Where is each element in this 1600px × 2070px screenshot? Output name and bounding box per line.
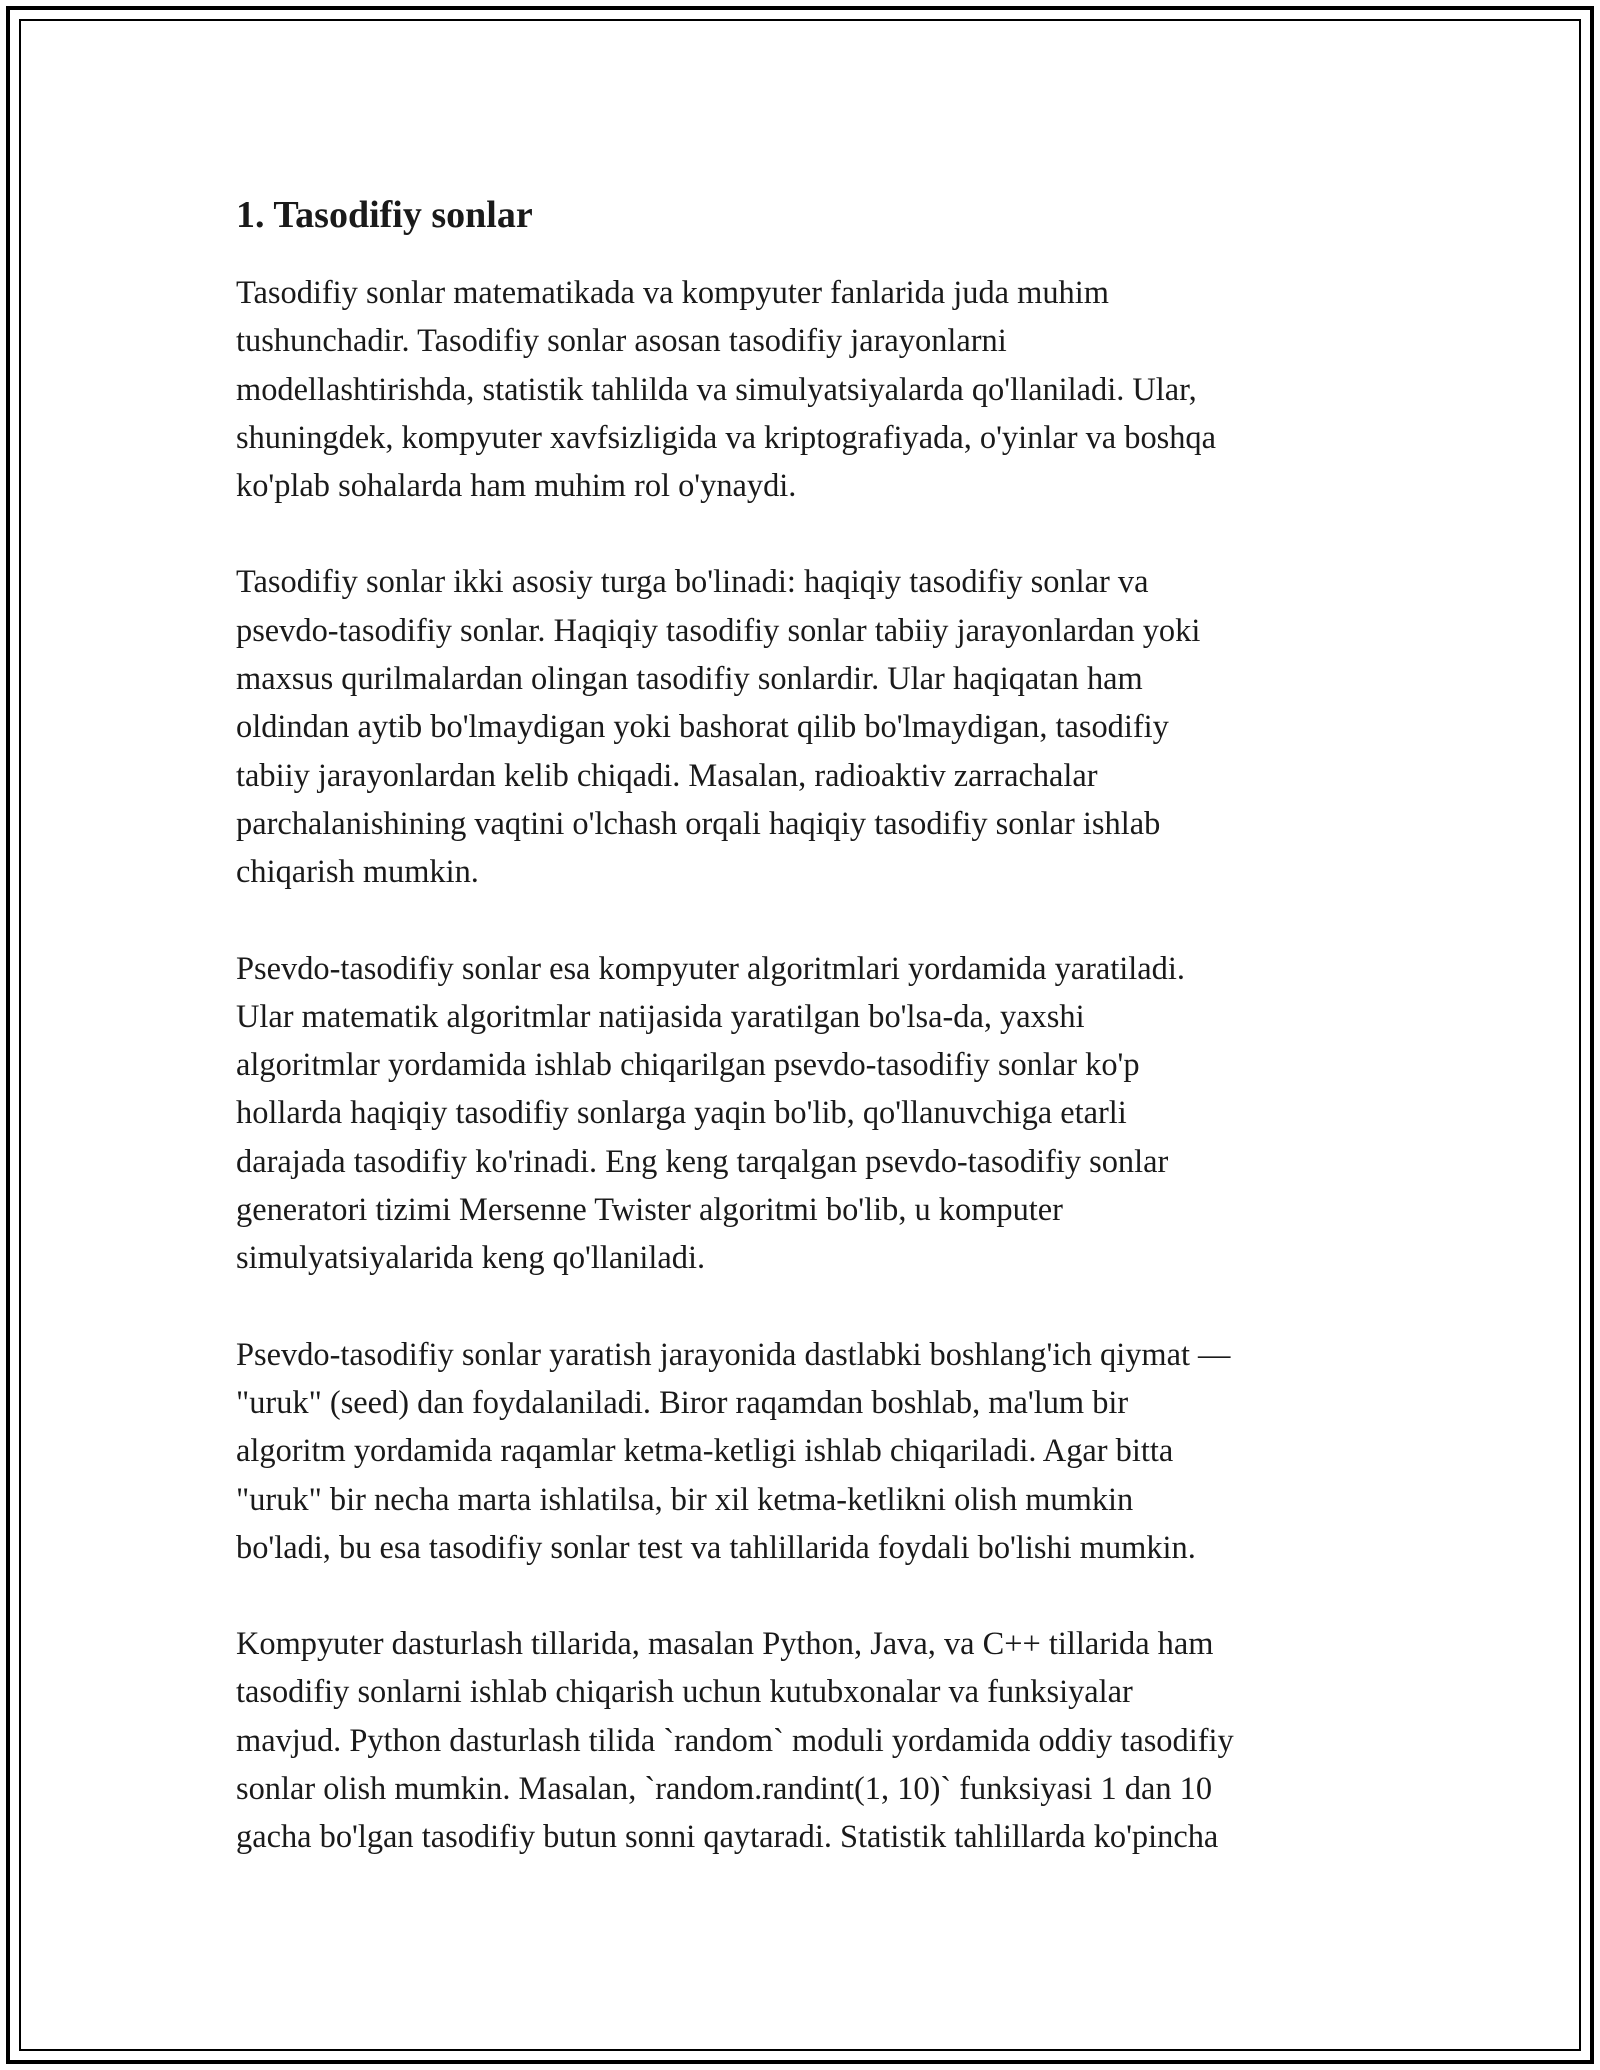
paragraph-line: simulyatsiyalarida keng qo'llaniladi.	[236, 1240, 706, 1277]
paragraph-line: "uruk" bir necha marta ishlatilsa, bir xil ketma-ketlikni olish mumkin	[236, 1481, 1134, 1518]
paragraph-line: "uruk" (seed) dan foydalaniladi. Biror raqamdan boshlab, ma'lum bir	[236, 1384, 1129, 1421]
paragraph-line: Kompyuter dasturlash tillarida, masalan Python, Java, va C++ tillarida ham	[236, 1626, 1214, 1663]
paragraph-line: sonlar olish mumkin. Masalan, `random.randint(1, 10)` funksiyasi 1 dan 10	[236, 1771, 1213, 1808]
paragraph-line: algoritm yordamida raqamlar ketma-ketligi ishlab chiqariladi. Agar bitta	[236, 1433, 1174, 1470]
paragraph-line: oldindan aytib bo'lmaydigan yoki bashorat qilib bo'lmaydigan, tasodifiy	[236, 709, 1169, 746]
paragraph-line: maxsus qurilmalardan olingan tasodifiy sonlardir. Ular haqiqatan ham	[236, 661, 1143, 698]
paragraph-5	[236, 1620, 1376, 1861]
paragraph-line: Psevdo-tasodifiy sonlar esa kompyuter algoritmlari yordamida yaratiladi.	[236, 950, 1185, 987]
paragraph-3	[236, 945, 1376, 1283]
paragraph-line: bo'ladi, bu esa tasodifiy sonlar test va tahlillarida foydali bo'lishi mumkin.	[236, 1529, 1196, 1566]
paragraph-line: tabiiy jarayonlardan kelib chiqadi. Masalan, radioaktiv zarrachalar	[236, 757, 1098, 794]
paragraph-line: psevdo-tasodifiy sonlar. Haqiqiy tasodifiy sonlar tabiiy jarayonlardan yoki	[236, 612, 1201, 649]
paragraph-line: tasodifiy sonlarni ishlab chiqarish uchun kutubxonalar va funksiyalar	[236, 1674, 1133, 1711]
paragraph-line: tushunchadir. Tasodifiy sonlar asosan tasodifiy jarayonlarni	[236, 323, 1007, 360]
paragraph-1	[236, 269, 1376, 510]
paragraph-line: darajada tasodifiy ko'rinadi. Eng keng tarqalgan psevdo-tasodifiy sonlar	[236, 1143, 1169, 1180]
paragraph-line: ko'plab sohalarda ham muhim rol o'ynaydi.	[236, 468, 797, 505]
paragraph-line: chiqarish mumkin.	[236, 854, 479, 891]
paragraph-2	[236, 558, 1376, 896]
paragraph-line: Psevdo-tasodifiy sonlar yaratish jarayonida dastlabki boshlang'ich qiymat —	[236, 1336, 1231, 1373]
paragraph-line: gacha bo'lgan tasodifiy butun sonni qaytaradi. Statistik tahlillarda ko'pincha	[236, 1819, 1219, 1856]
paragraph-line: shuningdek, kompyuter xavfsizligida va kriptografiyada, o'yinlar va boshqa	[236, 419, 1217, 456]
paragraph-line: mavjud. Python dasturlash tilida `random` moduli yordamida oddiy tasodifiy	[236, 1722, 1234, 1759]
document-body	[236, 187, 1376, 1910]
paragraph-line: hollarda haqiqiy tasodifiy sonlarga yaqin bo'lib, qo'llanuvchiga etarli	[236, 1095, 1127, 1132]
section-heading: 1. Tasodifiy sonlar	[236, 194, 533, 236]
paragraph-line: generatori tizimi Mersenne Twister algoritmi bo'lib, u komputer	[236, 1192, 1063, 1229]
paragraph-line: modellashtirishda, statistik tahlilda va simulyatsiyalarda qo'llaniladi. Ular,	[236, 371, 1197, 408]
paragraph-4	[236, 1331, 1376, 1572]
paragraph-line: Tasodifiy sonlar ikki asosiy turga bo'linadi: haqiqiy tasodifiy sonlar va	[236, 564, 1149, 601]
paragraph-line: parchalanishining vaqtini o'lchash orqali haqiqiy tasodifiy sonlar ishlab	[236, 805, 1161, 842]
paragraph-line: Tasodifiy sonlar matematikada va kompyuter fanlarida juda muhim	[236, 275, 1109, 311]
paragraph-line: algoritmlar yordamida ishlab chiqarilgan psevdo-tasodifiy sonlar ko'p	[236, 1047, 1140, 1084]
paragraph-line: Ular matematik algoritmlar natijasida yaratilgan bo'lsa-da, yaxshi	[236, 998, 1085, 1035]
